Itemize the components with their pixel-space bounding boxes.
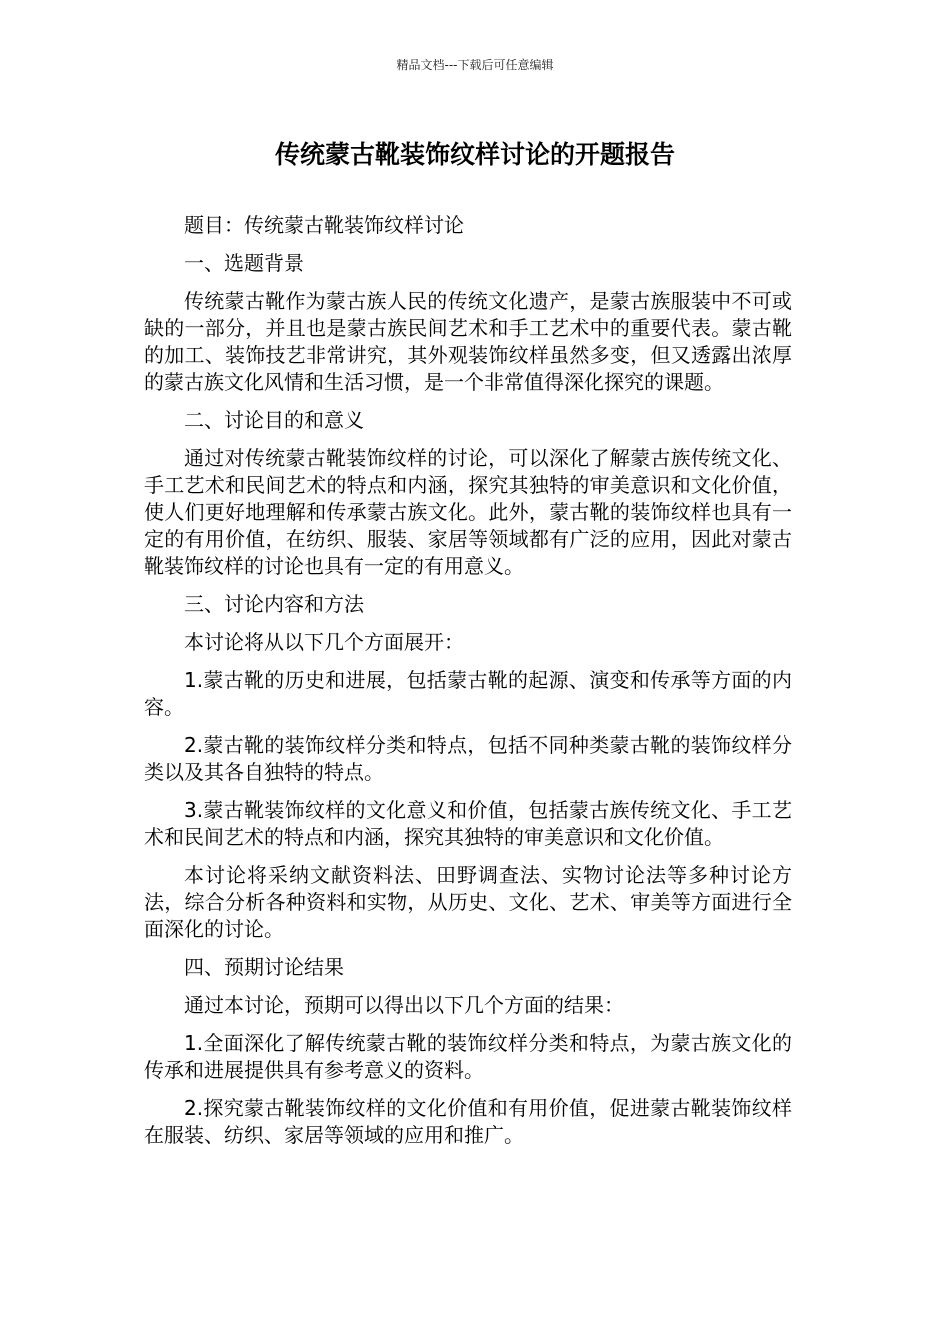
list-item-result-2: 2.探究蒙古靴装饰纹样的文化价值和有用价值，促进蒙古靴装饰纹样在服装、纺织、家居等领域的应用和推广。 (144, 1096, 792, 1147)
section-heading-content-method: 三、讨论内容和方法 (184, 592, 364, 616)
section-heading-expected-results: 四、预期讨论结果 (184, 955, 344, 979)
list-item-result-1: 1.全面深化了解传统蒙古靴的装饰纹样分类和特点，为蒙古族文化的传承和进展提供具有参考意义的资料。 (144, 1031, 792, 1082)
document-title: 传统蒙古靴装饰纹样讨论的开题报告 (274, 140, 675, 169)
section-heading-background: 一、选题背景 (184, 251, 304, 275)
paragraph-methods: 本讨论将采纳文献资料法、田野调查法、实物讨论法等多种讨论方法，综合分析各种资料和实物，从历史、文化、艺术、审美等方面进行全面深化的讨论。 (144, 863, 792, 941)
page-header: 精品文档---下载后可任意编辑 (396, 58, 554, 72)
list-item-content-3: 3.蒙古靴装饰纹样的文化意义和价值，包括蒙古族传统文化、手工艺术和民间艺术的特点和内涵，探究其独特的审美意识和文化价值。 (144, 798, 792, 849)
document-body (144, 212, 792, 1160)
paragraph-content-intro: 本讨论将从以下几个方面展开： (184, 630, 464, 654)
paragraph-background: 传统蒙古靴作为蒙古族人民的传统文化遗产，是蒙古族服装中不可或缺的一部分，并且也是蒙古族民间艺术和手工艺术中的重要代表。蒙古靴的加工、装饰技艺非常讲究，其外观装饰纹样虽然多变，但又透露出浓厚的蒙古族文化风情和生活习惯，是一个非常值得深化探究的课题。 (144, 289, 792, 394)
topic-line: 题目：传统蒙古靴装饰纹样讨论 (184, 213, 464, 237)
paragraph-purpose: 通过对传统蒙古靴装饰纹样的讨论，可以深化了解蒙古族传统文化、手工艺术和民间艺术的特点和内涵，探究其独特的审美意识和文化价值，使人们更好地理解和传承蒙古族文化。此外，蒙古靴的装饰纹样也具有一定的有用价值，在纺织、服装、家居等领域都有广泛的应用，因此对蒙古靴装饰纹样的讨论也具有一定的有用意义。 (144, 446, 792, 578)
list-item-content-1: 1.蒙古靴的历史和进展，包括蒙古靴的起源、演变和传承等方面的内容。 (144, 668, 792, 719)
list-item-content-2: 2.蒙古靴的装饰纹样分类和特点，包括不同种类蒙古靴的装饰纹样分类以及其各自独特的特点。 (144, 733, 792, 784)
section-heading-purpose: 二、讨论目的和意义 (184, 408, 364, 432)
paragraph-results-intro: 通过本讨论，预期可以得出以下几个方面的结果： (184, 993, 624, 1017)
